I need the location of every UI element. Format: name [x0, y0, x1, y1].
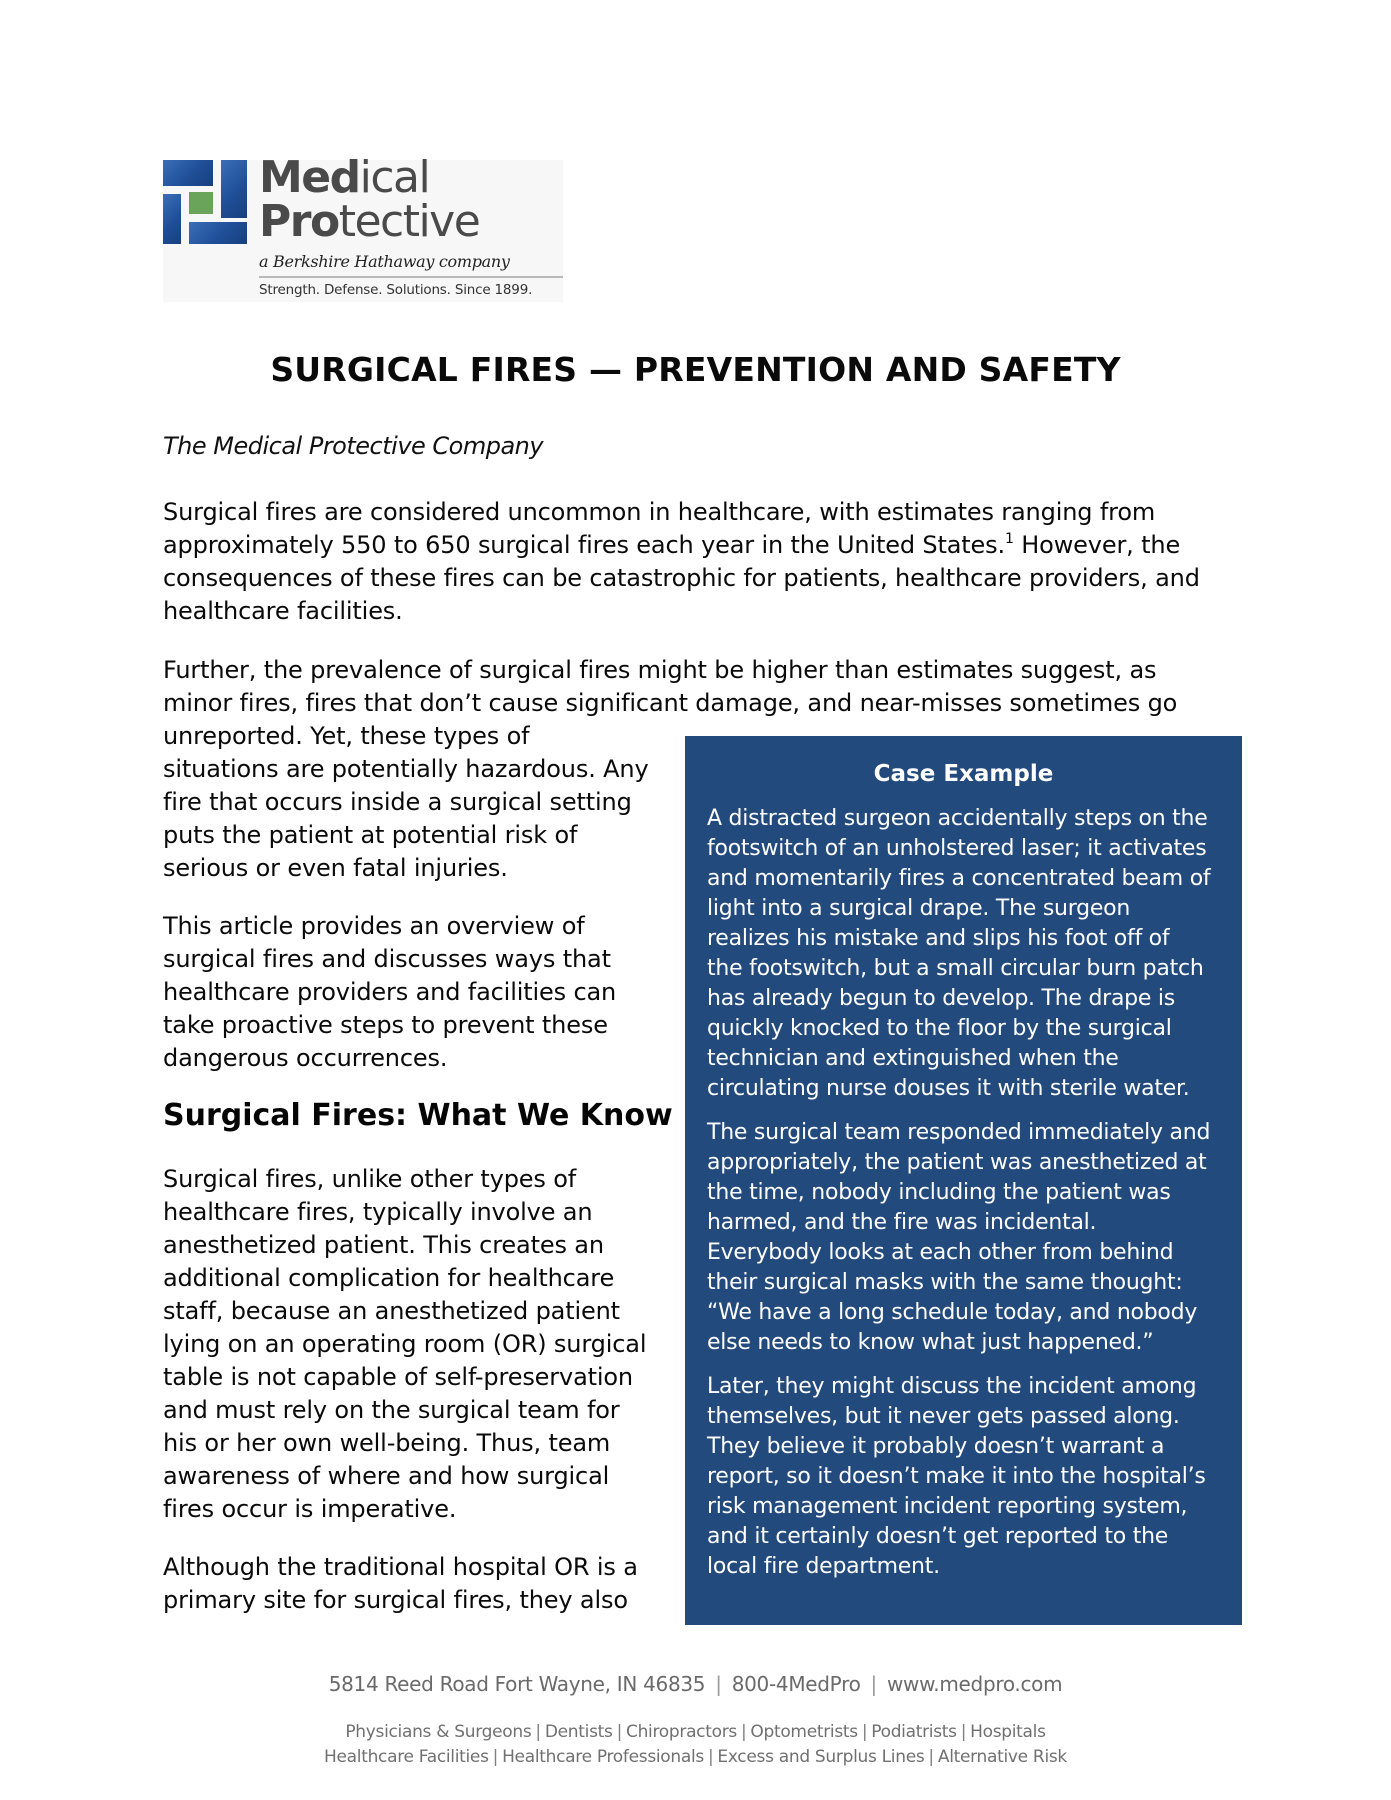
text-line: local fire department.: [707, 1554, 940, 1579]
text-line: risk management incident reporting system,: [707, 1494, 1188, 1519]
footer-line-item: Excess and Surplus Lines: [717, 1747, 925, 1767]
text-line: take proactive steps to prevent these: [163, 1011, 608, 1039]
text-line: realizes his mistake and slips his foot off of: [707, 926, 1170, 951]
text-line: staff, because an anesthetized patient: [163, 1297, 620, 1325]
case-example-box: [685, 736, 1242, 1625]
text-line: Surgical fires are considered uncommon in healthcare, with estimates ranging from: [163, 498, 1156, 526]
footer-line-item: Podiatrists: [871, 1722, 957, 1742]
text-line: situations are potentially hazardous. Any: [163, 755, 649, 783]
text-line: harmed, and the fire was incidental.: [707, 1210, 1097, 1235]
text-line: healthcare fires, typically involve an: [163, 1198, 593, 1226]
text-line: fire that occurs inside a surgical setting: [163, 788, 632, 816]
logo-tagline: Strength. Defense. Solutions. Since 1899.: [259, 282, 533, 298]
footer-line-item: Dentists: [544, 1722, 613, 1742]
footer-separator: |: [870, 1672, 877, 1696]
text-line: appropriately, the patient was anesthetized at: [707, 1150, 1207, 1175]
text-line: Further, the prevalence of surgical fires might be higher than estimates suggest, as: [163, 656, 1157, 684]
medical-protective-logo: [163, 152, 563, 302]
text-line: The surgical team responded immediately and: [707, 1120, 1211, 1145]
text-line: and it certainly doesn’t get reported to the: [707, 1524, 1169, 1549]
text-line: footswitch of an unholstered laser; it activates: [707, 836, 1207, 861]
logo-wordmark-medical: Medical: [259, 152, 430, 203]
text-line: consequences of these fires can be catastrophic for patients, healthcare providers, and: [163, 564, 1200, 592]
text-line: healthcare providers and facilities can: [163, 978, 617, 1006]
text-line: primary site for surgical fires, they also: [163, 1586, 628, 1614]
byline: The Medical Protective Company: [163, 432, 544, 460]
text-line: anesthetized patient. This creates an: [163, 1231, 604, 1259]
text-line: and must rely on the surgical team for: [163, 1396, 620, 1424]
footer-lines-row-2: Healthcare Facilities | Healthcare Professionals | Excess and Surplus Lines | Alternative Risk: [324, 1747, 1067, 1767]
footer-line-item: Physicians & Surgeons: [345, 1722, 532, 1742]
footer-lines-row-1: Physicians & Surgeons | Dentists | Chiropractors | Optometrists | Podiatrists | Hospitals: [345, 1722, 1046, 1742]
text-line: minor fires, fires that don’t cause significant damage, and near-misses sometimes go: [163, 689, 1178, 717]
text-line: unreported. Yet, these types of: [163, 722, 530, 750]
text-line: They believe it probably doesn’t warrant a: [707, 1434, 1165, 1459]
text-line: table is not capable of self-preservation: [163, 1363, 633, 1391]
text-line: awareness of where and how surgical: [163, 1462, 610, 1490]
text-line: serious or even fatal injuries.: [163, 854, 508, 882]
text-line: the footswitch, but a small circular burn patch: [707, 956, 1204, 981]
text-line: his or her own well-being. Thus, team: [163, 1429, 611, 1457]
footer-line-item: Optometrists: [750, 1722, 858, 1742]
text-line: Although the traditional hospital OR is a: [163, 1553, 638, 1581]
footer-line-item: Hospitals: [970, 1722, 1046, 1742]
case-example-title: Case Example: [873, 761, 1054, 787]
text-line: report, so it doesn’t make it into the hospital’s: [707, 1464, 1206, 1489]
text-line: themselves, but it never gets passed along.: [707, 1404, 1180, 1429]
footer-line-item: Alternative Risk: [937, 1747, 1067, 1767]
text-line: has already begun to develop. The drape is: [707, 986, 1175, 1011]
text-line: This article provides an overview of: [163, 912, 585, 940]
section-heading: Surgical Fires: What We Know: [163, 1098, 673, 1133]
text-line: circulating nurse douses it with sterile water.: [707, 1076, 1190, 1101]
text-line: and momentarily fires a concentrated beam of: [707, 866, 1211, 891]
footer-line-item: Chiropractors: [626, 1722, 737, 1742]
footer-website-link[interactable]: www.medpro.com: [886, 1672, 1063, 1696]
document-title: SURGICAL FIRES — PREVENTION AND SAFETY: [270, 350, 1121, 389]
logo-subtitle: a Berkshire Hathaway company: [259, 252, 510, 271]
text-line: the time, nobody including the patient was: [707, 1180, 1171, 1205]
footer-phone[interactable]: 800-4MedPro: [731, 1672, 861, 1696]
logo-divider: [259, 276, 563, 278]
footer-line-item: Healthcare Facilities: [324, 1747, 489, 1767]
text-line: healthcare facilities.: [163, 597, 403, 625]
text-line: puts the patient at potential risk of: [163, 821, 578, 849]
text-line: fires occur is imperative.: [163, 1495, 457, 1523]
text-line: Later, they might discuss the incident among: [707, 1374, 1197, 1399]
text-line: light into a surgical drape. The surgeon: [707, 896, 1131, 921]
text-line: Surgical fires, unlike other types of: [163, 1165, 577, 1193]
text-line: lying on an operating room (OR) surgical: [163, 1330, 647, 1358]
footer-contact: [0, 1672, 1391, 1696]
footnote-ref[interactable]: 1: [1005, 531, 1014, 547]
logo-mark-icon: [163, 160, 247, 244]
text-line: approximately 550 to 650 surgical fires each year in the United States.$^1$ However, the: [163, 531, 1181, 559]
text-line: surgical fires and discusses ways that: [163, 945, 611, 973]
logo-wordmark-protective: Protective: [259, 196, 480, 247]
footer-address: 5814 Reed Road Fort Wayne, IN 46835: [328, 1672, 706, 1696]
text-line: Everybody looks at each other from behind: [707, 1240, 1174, 1265]
text-line: else needs to know what just happened.”: [707, 1330, 1154, 1355]
text-line: quickly knocked to the floor by the surgical: [707, 1016, 1172, 1041]
text-line: their surgical masks with the same thought:: [707, 1270, 1183, 1295]
text-line: technician and extinguished when the: [707, 1046, 1119, 1071]
text-line: additional complication for healthcare: [163, 1264, 615, 1292]
text-line: A distracted surgeon accidentally steps on the: [707, 806, 1208, 831]
footer-line-item: Healthcare Professionals: [502, 1747, 704, 1767]
footer-separator: |: [715, 1672, 722, 1696]
text-line: “We have a long schedule today, and nobody: [707, 1300, 1198, 1325]
text-line: dangerous occurrences.: [163, 1044, 448, 1072]
